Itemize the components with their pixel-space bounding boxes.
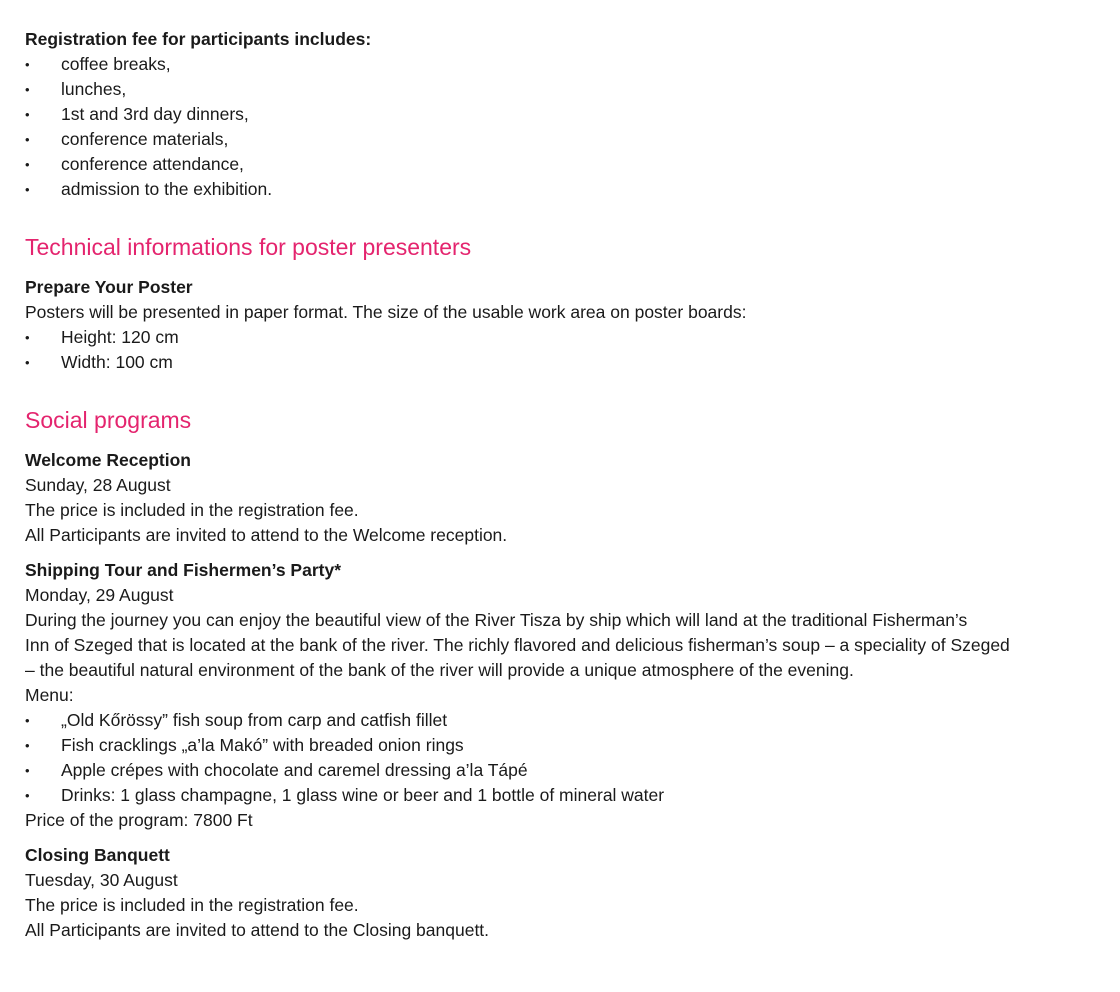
shipping-heading: Shipping Tour and Fishermen’s Party*: [25, 560, 342, 580]
list-item: [25, 708, 1105, 733]
menu-label: Menu:: [25, 685, 74, 705]
bullet-icon: •: [25, 713, 30, 728]
closing-price-note: The price is included in the registration fee.: [25, 895, 359, 915]
bullet-icon: •: [25, 57, 30, 72]
list-item-text: 1st and 3rd day dinners,: [61, 104, 249, 124]
registration-heading: Registration fee for participants includes:: [25, 29, 372, 49]
shipping-description-line: Inn of Szeged that is located at the bank of the river. The richly flavored and delicious fisherman’s soup – a speciality of Szeged: [25, 635, 1010, 655]
list-item: [25, 77, 1105, 102]
bullet-icon: •: [25, 107, 30, 122]
bullet-icon: •: [25, 738, 30, 753]
poster-size-list: [25, 325, 1105, 375]
bullet-icon: •: [25, 82, 30, 97]
bullet-icon: •: [25, 763, 30, 778]
registration-list: [25, 52, 1105, 202]
list-item: [25, 177, 1105, 202]
list-item: [25, 350, 1105, 375]
poster-subheading: Prepare Your Poster: [25, 277, 193, 297]
bullet-icon: •: [25, 355, 30, 370]
technical-section-title: Technical informations for poster presenters: [25, 234, 472, 260]
list-item: [25, 102, 1105, 127]
list-item-text: conference materials,: [61, 129, 229, 149]
list-item: [25, 733, 1105, 758]
document-page: [25, 27, 1105, 943]
list-item: [25, 325, 1105, 350]
list-item: [25, 758, 1105, 783]
welcome-reception: [25, 448, 1105, 548]
shipping-description-line: During the journey you can enjoy the beautiful view of the River Tisza by ship which will land at the traditional Fisherman’s: [25, 610, 968, 630]
poster-intro: Posters will be presented in paper format. The size of the usable work area on poster boards:: [25, 302, 747, 322]
list-item-text: Height: 120 cm: [61, 327, 179, 347]
bullet-icon: •: [25, 788, 30, 803]
list-item-text: Width: 100 cm: [61, 352, 173, 372]
list-item-text: coffee breaks,: [61, 54, 171, 74]
menu-list: [25, 708, 1105, 808]
shipping-description-line: – the beautiful natural environment of the bank of the river will provide a unique atmosphere of the evening.: [25, 660, 854, 680]
welcome-invite: All Participants are invited to attend to the Welcome reception.: [25, 525, 508, 545]
shipping-date: Monday, 29 August: [25, 585, 174, 605]
list-item: [25, 783, 1105, 808]
list-item-text: „Old Kőrössy” fish soup from carp and catfish fillet: [61, 710, 448, 730]
closing-date: Tuesday, 30 August: [25, 870, 178, 890]
closing-invite: All Participants are invited to attend to the Closing banquett.: [25, 920, 490, 940]
list-item-text: admission to the exhibition.: [61, 179, 273, 199]
list-item: [25, 127, 1105, 152]
bullet-icon: •: [25, 330, 30, 345]
closing-banquett: [25, 843, 1105, 943]
list-item-text: lunches,: [61, 79, 127, 99]
list-item-text: Fish cracklings „a’la Makó” with breaded onion rings: [61, 735, 464, 755]
bullet-icon: •: [25, 157, 30, 172]
closing-heading: Closing Banquett: [25, 845, 170, 865]
list-item: [25, 52, 1105, 77]
bullet-icon: •: [25, 132, 30, 147]
shipping-price: Price of the program: 7800 Ft: [25, 810, 253, 830]
registration-section: [25, 27, 1105, 202]
list-item: [25, 152, 1105, 177]
welcome-date: Sunday, 28 August: [25, 475, 171, 495]
technical-section: [25, 275, 1105, 375]
bullet-icon: •: [25, 182, 30, 197]
list-item-text: conference attendance,: [61, 154, 244, 174]
list-item-text: Drinks: 1 glass champagne, 1 glass wine or beer and 1 bottle of mineral water: [61, 785, 665, 805]
list-item-text: Apple crépes with chocolate and caremel dressing a’la Tápé: [61, 760, 528, 780]
social-section-title: Social programs: [25, 407, 192, 433]
welcome-price-note: The price is included in the registration fee.: [25, 500, 359, 520]
welcome-heading: Welcome Reception: [25, 450, 191, 470]
shipping-tour: [25, 558, 1105, 833]
